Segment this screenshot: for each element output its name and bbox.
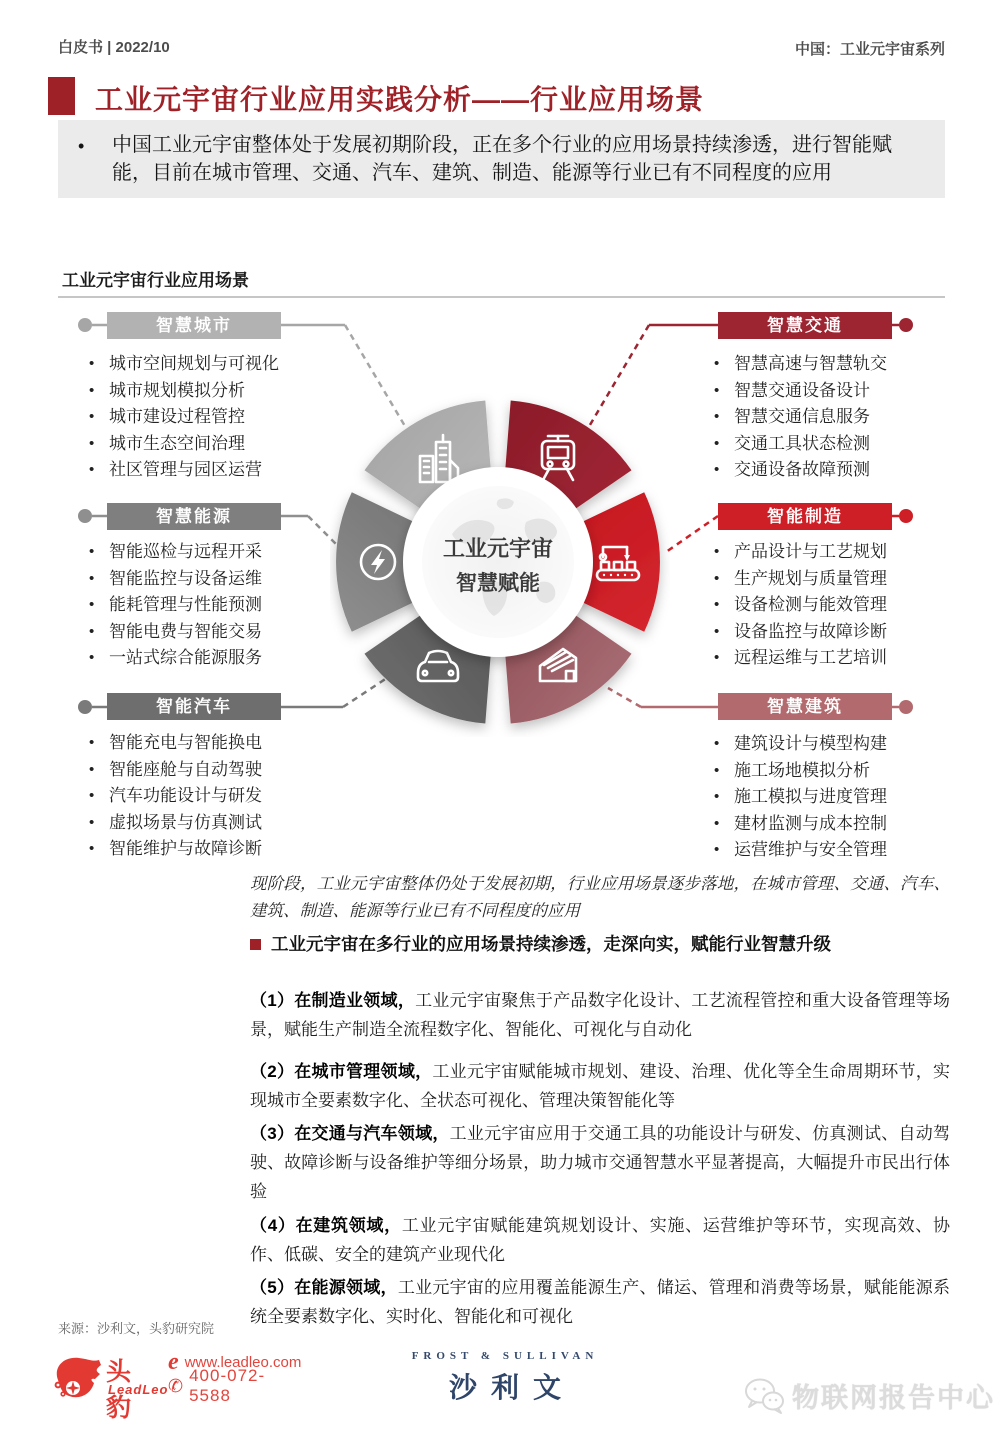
leadleo-contact bbox=[168, 1349, 302, 1405]
list-item: • 城市空间规划与可视化 bbox=[85, 351, 335, 378]
list-item: • 设备监控与故障诊断 bbox=[710, 619, 960, 646]
frost-sullivan-en: FROST & SULLIVAN bbox=[411, 1350, 599, 1362]
category-bar-city: 智慧城市 bbox=[107, 312, 281, 339]
list-item: • 城市规划模拟分析 bbox=[85, 378, 335, 405]
list-item: • 交通设备故障预测 bbox=[710, 457, 960, 484]
header-left: 白皮书 | 2022/10 bbox=[58, 39, 170, 56]
center-title: 工业元宇宙 bbox=[442, 536, 554, 561]
list-item: • 汽车功能设计与研发 bbox=[85, 783, 335, 810]
paragraph-building bbox=[250, 1211, 950, 1269]
category-bar-transport: 智慧交通 bbox=[718, 312, 892, 339]
list-item: • 智能维护与故障诊断 bbox=[85, 836, 335, 863]
center-subtitle: 智慧赋能 bbox=[456, 572, 540, 595]
watermark bbox=[742, 1376, 995, 1415]
industry-wheel-diagram bbox=[330, 392, 670, 737]
list-item: • 设备检测与能效管理 bbox=[710, 592, 960, 619]
frost-sullivan-logo bbox=[400, 1350, 610, 1406]
list-item: • 施工模拟与进度管理 bbox=[710, 784, 960, 811]
paragraph-body: 工业元宇宙赋能城市规划、建设、治理、优化等全生命周期环节，实现城市全要素数字化、全状态可视化、管理决策智能化等 bbox=[250, 1062, 950, 1110]
category-list-city bbox=[85, 351, 335, 484]
paragraph-lead: （5）在能源领域， bbox=[250, 1278, 398, 1297]
category-list-energy bbox=[85, 539, 335, 672]
category-bar-manufacturing: 智能制造 bbox=[718, 503, 892, 530]
header-right: 中国：工业元宇宙系列 bbox=[794, 41, 945, 58]
list-item: • 建材监测与成本控制 bbox=[710, 811, 960, 838]
section-divider bbox=[58, 296, 945, 298]
category-list-building bbox=[710, 731, 960, 864]
paragraph-city bbox=[250, 1057, 950, 1115]
list-item: • 智慧交通信息服务 bbox=[710, 404, 960, 431]
paragraph-lead: （3）在交通与汽车领域， bbox=[250, 1124, 450, 1143]
list-item: • 智能监控与设备运维 bbox=[85, 566, 335, 593]
italic-note: 现阶段，工业元宇宙整体仍处于发展初期，行业应用场景逐步落地，在城市管理、交通、汽车、建筑、制造、能源等行业已有不同程度的应用 bbox=[250, 875, 950, 920]
list-item: • 生产规划与质量管理 bbox=[710, 566, 960, 593]
list-item: • 远程运维与工艺培训 bbox=[710, 645, 960, 672]
phone-icon: ✆ bbox=[168, 1375, 184, 1396]
square-bullet-icon bbox=[250, 939, 261, 950]
paragraph-body: 工业元宇宙应用于交通工具的功能设计与研发、仿真测试、自动驾驶、故障诊断与设备维护等细分场景，助力城市交通智慧水平显著提高，大幅提升市民出行体验 bbox=[250, 1124, 950, 1201]
list-item: • 城市生态空间治理 bbox=[85, 431, 335, 458]
brand-name-en: LeadLeo bbox=[108, 1382, 169, 1397]
chat-bubbles-icon bbox=[742, 1377, 786, 1415]
key-insight-text: 工业元宇宙在多行业的应用场景持续渗透，走深向实，赋能行业智慧升级 bbox=[271, 934, 831, 954]
list-item: • 能耗管理与性能预测 bbox=[85, 592, 335, 619]
category-list-car bbox=[85, 730, 335, 863]
paragraph-energy bbox=[250, 1273, 950, 1331]
paragraph-body: 工业元宇宙的应用覆盖能源生产、储运、管理和消费等场景，赋能能源系统全要素数字化、实时化、智能化和可视化 bbox=[250, 1278, 950, 1326]
paragraph-lead: （2）在城市管理领域， bbox=[250, 1062, 433, 1081]
category-list-transport bbox=[710, 351, 960, 484]
paragraph-lead: （1）在制造业领域， bbox=[250, 991, 416, 1010]
frost-sullivan-cn: 沙利文 bbox=[448, 1372, 575, 1403]
paragraph-lead: （4）在建筑领域， bbox=[250, 1216, 402, 1235]
list-item: • 智能巡检与远程开采 bbox=[85, 539, 335, 566]
leopard-head-icon bbox=[52, 1352, 102, 1406]
list-item: • 虚拟场景与仿真测试 bbox=[85, 810, 335, 837]
brand-name: 头豹 bbox=[106, 1358, 134, 1422]
list-item: • 施工场地模拟分析 bbox=[710, 758, 960, 785]
key-insight-headline bbox=[250, 931, 950, 956]
paragraph-body: 工业元宇宙赋能建筑规划设计、实施、运营维护等环节，实现高效、协作、低碳、安全的建筑产业现代化 bbox=[250, 1216, 950, 1264]
list-item: • 智能座舱与自动驾驶 bbox=[85, 757, 335, 784]
category-bar-building: 智慧建筑 bbox=[718, 693, 892, 720]
summary-text: 中国工业元宇宙整体处于发展初期阶段，正在多个行业的应用场景持续渗透，进行智能赋能，目前在城市管理、交通、汽车、建筑、制造、能源等行业已有不同程度的应用 bbox=[112, 134, 892, 184]
e-globe-icon: e bbox=[168, 1349, 179, 1375]
list-item: • 一站式综合能源服务 bbox=[85, 645, 335, 672]
list-item: • 建筑设计与模型构建 bbox=[710, 731, 960, 758]
title-marker bbox=[48, 77, 75, 115]
watermark-text: 物联网报告中心 bbox=[792, 1383, 995, 1413]
list-item: • 智慧交通设备设计 bbox=[710, 378, 960, 405]
summary-box bbox=[58, 120, 945, 198]
list-item: • 产品设计与工艺规划 bbox=[710, 539, 960, 566]
list-item: • 交通工具状态检测 bbox=[710, 431, 960, 458]
list-item: • 社区管理与园区运营 bbox=[85, 457, 335, 484]
list-item: • 城市建设过程管控 bbox=[85, 404, 335, 431]
page-title: 工业元宇宙行业应用实践分析——行业应用场景 bbox=[95, 84, 705, 115]
diagram-section-title: 工业元宇宙行业应用场景 bbox=[62, 271, 249, 290]
category-bar-energy: 智慧能源 bbox=[107, 503, 281, 530]
phone-number: 400-072-5588 bbox=[189, 1366, 266, 1405]
phone-row bbox=[168, 1366, 301, 1405]
paragraph-manufacturing bbox=[250, 986, 950, 1044]
list-item: • 智慧高速与智慧轨交 bbox=[710, 351, 960, 378]
bullet-icon: • bbox=[78, 136, 85, 156]
globe-icon bbox=[422, 486, 574, 638]
list-item: • 智能电费与智能交易 bbox=[85, 619, 335, 646]
paragraph-body: 工业元宇宙聚焦于产品数字化设计、工艺流程管控和重大设备管理等场景，赋能生产制造全流程数字化、智能化、可视化与自动化 bbox=[250, 991, 950, 1039]
list-item: • 智能充电与智能换电 bbox=[85, 730, 335, 757]
paragraph-transport-car bbox=[250, 1119, 950, 1206]
website-text: www.leadleo.com bbox=[184, 1353, 302, 1371]
category-list-manufacturing bbox=[710, 539, 960, 672]
list-item: • 运营维护与安全管理 bbox=[710, 837, 960, 864]
category-bar-car: 智能汽车 bbox=[107, 693, 281, 720]
source-note: 来源：沙利文，头豹研究院 bbox=[58, 1321, 215, 1336]
